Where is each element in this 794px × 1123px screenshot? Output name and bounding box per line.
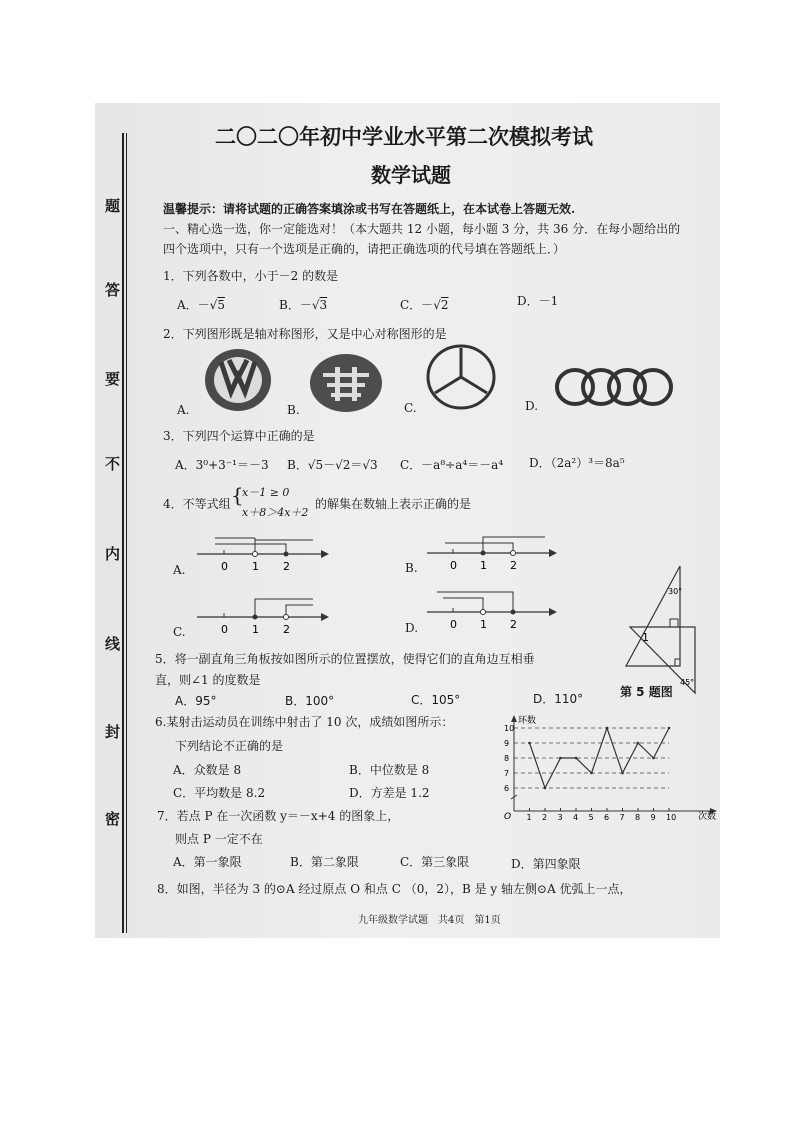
chart-ytick-label: 7 [504,769,510,778]
tick-2: 2 [283,560,290,573]
q2-option-c: C. [404,401,417,415]
number-line-d [425,588,565,638]
question-2-stem: 2．下列图形既是轴对称图形，又是中心对称图形的是 [163,327,447,341]
binding-line-thin [126,133,127,933]
question-7-line2: 则点 P 一定不在 [175,832,263,846]
question-1-stem: 1．下列各数中，小于－2 的数是 [163,269,339,283]
section-heading-cont: 四个选项中，只有一个选项是正确的，请把正确选项的代号填在答题纸上．） [163,242,566,256]
q4-option-a: A. [173,563,186,577]
binding-char: 内 [105,545,121,563]
binding-char: 线 [105,635,121,653]
tick-0: 0 [450,618,457,631]
chart-point [590,772,593,775]
q2-option-b: B. [287,403,300,417]
question-8-stem: 8．如图，半径为 3 的⊙A 经过原点 O 和点 C （0，2），B 是 y 轴左侧⊙A 优弧上一点， [157,882,632,896]
figure-5-caption: 第 5 题图 [620,685,673,699]
notice: 温馨提示：请将试题的正确答案填涂或书写在答题纸上，在本试卷上答题无效. [163,202,576,216]
chart-point [575,757,578,760]
chart-xtick-label: 5 [588,813,594,822]
tick-2: 2 [510,618,517,631]
chart-xtick-label: 6 [604,813,610,822]
tick-1: 1 [480,559,487,572]
exam-paper [95,103,720,938]
tick-0: 0 [450,559,457,572]
question-5-line1: 5．将一副直角三角板按如图所示的位置摆放，使得它们的直角边互相垂 [155,652,535,666]
inequality-2: x＋8＞4x＋2 [242,506,309,519]
binding-char: 密 [105,810,121,828]
q6-option-a: A．众数是 8 [173,763,242,777]
chart-ytick-label: 10 [504,724,515,733]
chart-point [606,727,609,730]
number-line-a [195,528,335,578]
section-heading: 一、精心选一选，你一定能选对！（本大题共 12 小题，每小题 3 分，共 36 分．在每小题给出的 [163,222,681,236]
tick-1: 1 [480,618,487,631]
inequality-1: x－1 ≥ 0 [242,486,290,499]
chart-ytick-label: 6 [504,784,510,793]
angle-30-label: 30° [668,587,683,596]
chart-origin: O [504,812,512,822]
chart-point [637,742,640,745]
chart-point [559,757,562,760]
chart-point [652,757,655,760]
q5-option-c: C．105° [411,693,461,707]
chart-xtick-label: 9 [650,813,656,822]
q6-option-b: B．中位数是 8 [349,763,430,777]
chart-ylabel: 环数 [518,716,537,726]
tick-0: 0 [221,560,228,573]
q1-option-a: A．－√5 [177,298,225,312]
tick-1: 1 [252,560,259,573]
chart-xtick-label: 7 [619,813,625,822]
tick-2: 2 [510,559,517,572]
q3-option-b: B．√5－√2＝√3 [287,458,378,472]
chart-ytick-label: 9 [504,739,510,748]
q3-option-d: D．（2a²）³＝8a⁵ [529,456,625,470]
angle-1-label: 1 [642,631,649,644]
chart-ytick-label: 8 [504,754,510,763]
chart-xtick-label: 2 [542,813,548,822]
chart-point [544,787,547,790]
benz-logo-icon [425,343,497,411]
q4-option-b: B. [405,561,418,575]
q5-option-b: B．100° [285,694,335,708]
number-line-c [195,593,335,643]
q2-option-a: A. [177,403,190,417]
binding-char: 封 [105,723,121,741]
question-7-line1: 7．若点 P 在一次函数 y＝－x+4 的图象上， [157,809,400,823]
q5-option-a: A．95° [175,694,217,708]
vw-logo-icon [203,348,273,412]
q2-option-d: D. [525,399,539,413]
triangle-figure [620,561,710,696]
chart-point [668,727,671,730]
tick-2: 2 [283,623,290,636]
binding-char: 要 [105,370,121,388]
q7-option-d: D．第四象限 [511,857,581,871]
question-3-stem: 3．下列四个运算中正确的是 [163,429,315,443]
brace: { [231,483,244,507]
binding-char: 题 [105,197,121,215]
question-5-line2: 直，则∠1 的度数是 [155,673,261,687]
chart-point [528,742,531,745]
binding-line-thick [122,133,124,933]
question-6-sub: 下列结论不正确的是 [175,739,284,753]
q7-option-c: C．第三象限 [400,855,470,869]
binding-char: 答 [105,281,121,299]
chart-xtick-label: 3 [557,813,563,822]
tick-1: 1 [252,623,259,636]
page-subtitle: 数学试题 [371,163,451,187]
chart-point [621,772,624,775]
q6-option-d: D．方差是 1.2 [349,786,430,800]
q4-option-d: D. [405,621,419,635]
audi-rings-icon [553,365,677,409]
faw-logo-icon [309,353,383,413]
question-4-stem-post: 的解集在数轴上表示正确的是 [315,497,472,511]
q5-option-d: D．110° [533,692,584,706]
question-4-stem-pre: 4．不等式组 [163,497,231,511]
chart-xtick-label: 1 [526,813,532,822]
page-footer: 九年级数学试题 共4页 第1页 [358,915,501,926]
chart-y-arrow [511,715,517,722]
q7-option-a: A．第一象限 [173,855,242,869]
q1-option-d: D．－1 [517,294,559,308]
chart-xtick-label: 10 [666,813,677,822]
q3-option-c: C．－a⁸÷a⁴＝－a⁴ [400,458,504,472]
chart-xlabel: 次数 [698,812,717,822]
q7-option-b: B．第二象限 [290,855,359,869]
q6-option-c: C．平均数是 8.2 [173,786,266,800]
chart-xtick-label: 4 [573,813,579,822]
number-line-b [425,523,565,573]
chart-xtick-label: 8 [635,813,641,822]
page-title: 二〇二〇年初中学业水平第二次模拟考试 [215,124,593,149]
binding-char: 不 [105,455,121,473]
q1-option-b: B．－√3 [279,298,328,312]
score-line-chart [498,713,720,828]
question-6-stem: 6.某射击运动员在训练中射击了 10 次，成绩如图所示： [155,715,454,729]
q4-option-c: C. [173,625,186,639]
q1-option-c: C．－√2 [400,298,449,312]
angle-45-label: 45° [680,678,695,687]
tick-0: 0 [221,623,228,636]
q3-option-a: A．3⁰+3⁻¹＝－3 [175,458,269,472]
